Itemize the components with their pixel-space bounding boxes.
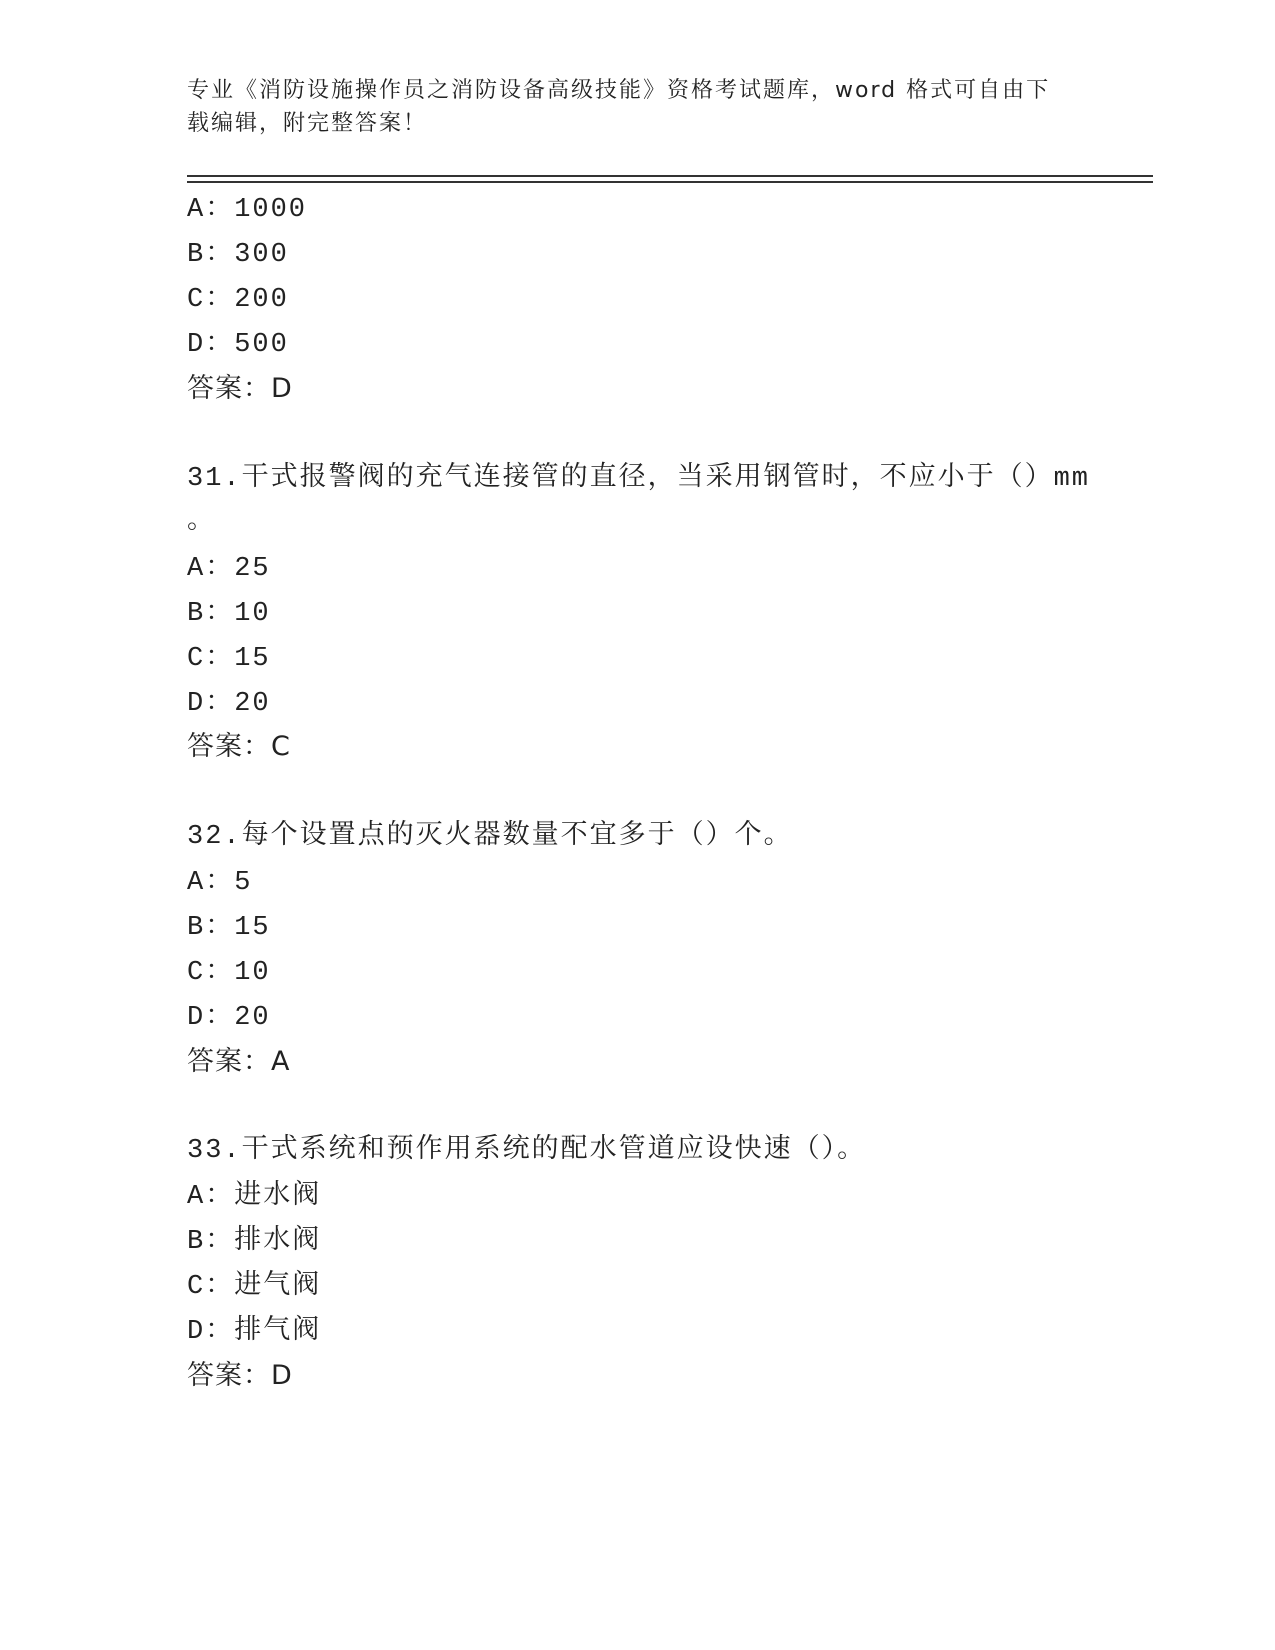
- q31-answer: 答案：C: [187, 731, 291, 762]
- header-line-2: 载编辑，附完整答案！: [187, 111, 428, 136]
- header-line-1: 专业《消防设施操作员之消防设备高级技能》资格考试题库，word 格式可自由下: [187, 78, 1051, 103]
- header-divider-bottom: [187, 181, 1153, 183]
- q33-option-b: B：排水阀: [187, 1227, 322, 1257]
- q32-option-c: C：10: [187, 958, 271, 988]
- q31-option-b: B：10: [187, 599, 271, 629]
- q31-option-d: D：20: [187, 689, 271, 719]
- q32-answer: 答案：A: [187, 1046, 291, 1077]
- q30-option-b: B：300: [187, 240, 289, 270]
- q32-option-d: D：20: [187, 1003, 271, 1033]
- document-header: [187, 74, 1087, 140]
- q33-option-d: D：排气阀: [187, 1317, 322, 1347]
- q33-answer: 答案：D: [187, 1360, 293, 1391]
- q32-option-a: A：5: [187, 868, 253, 898]
- q30-option-c: C：200: [187, 285, 289, 315]
- q31-question-continued: 。: [187, 507, 216, 537]
- q33-question: 33.干式系统和预作用系统的配水管道应设快速（）。: [187, 1136, 867, 1166]
- q32-option-b: B：15: [187, 913, 271, 943]
- q33-option-c: C：进气阀: [187, 1272, 322, 1302]
- q31-question: 31.干式报警阀的充气连接管的直径，当采用钢管时，不应小于（）mm: [187, 464, 1091, 494]
- q33-option-a: A：进水阀: [187, 1182, 322, 1212]
- header-divider-top: [187, 175, 1153, 177]
- q31-option-a: A：25: [187, 554, 271, 584]
- q30-option-a: A：1000: [187, 195, 308, 225]
- q30-option-d: D：500: [187, 330, 289, 360]
- q30-answer: 答案：D: [187, 373, 293, 404]
- q31-option-c: C：15: [187, 644, 271, 674]
- q32-question: 32.每个设置点的灭火器数量不宜多于（）个。: [187, 822, 793, 852]
